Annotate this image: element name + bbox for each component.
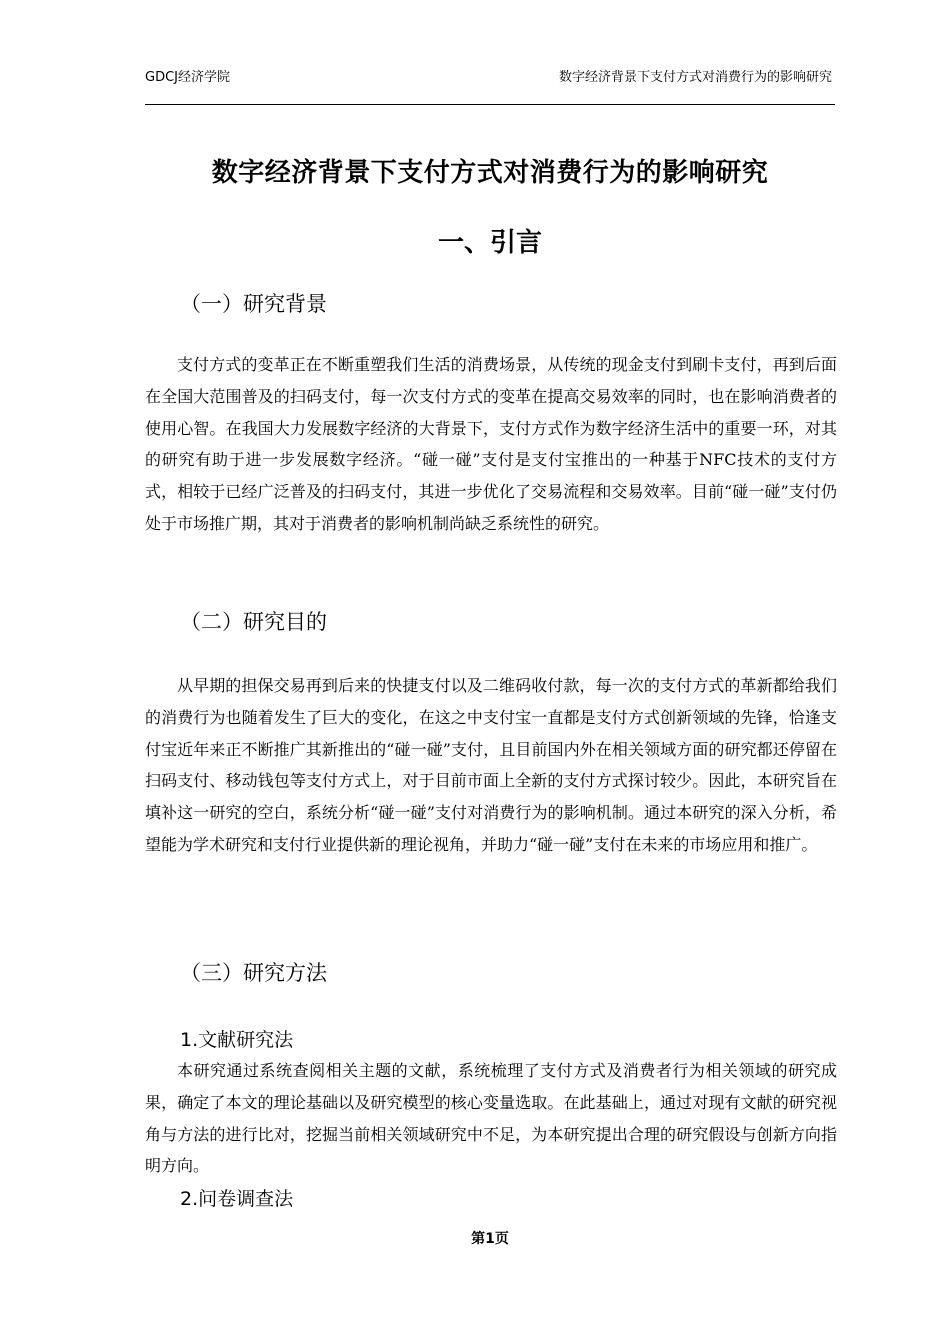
paragraph-background: 支付方式的变革正在不断重塑我们生活的消费场景，从传统的现金支付到刷卡支付，再到后面在全国大范围普及的扫码支付，每一次支付方式的变革在提高交易效率的同时，也在影响消费者的使用心智。在我国大力发展数字经济的大背景下，支付方式作为数字经济生活中的重要一环，对其的研究有助于进一步发展数字经济。“碰一碰”支付是支付宝推出的一种基于NFC技术的支付方式，相较于已经广泛普及的扫码支付，其进一步优化了交易流程和交易效率。目前“碰一碰”支付仍处于市场推广期，其对于消费者的影响机制尚缺乏系统性的研究。 [145,355,837,533]
header-divider [145,104,835,105]
section-title-background: （一）研究背景 [180,292,327,316]
section-title-methods: （三）研究方法 [180,961,327,985]
header-institution: GDCJ经济学院 [145,70,230,85]
paragraph-literature-method: 本研究通过系统查阅相关主题的文献，系统梳理了支付方式及消费者行为相关领域的研究成果，确定了本文的理论基础以及研究模型的核心变量选取。在此基础上，通过对现有文献的研究视角与方法的进行比对，挖掘当前相关领域研究中不足，为本研究提出合理的研究假设与创新方向指明方向。 [145,1061,837,1176]
paragraph-purpose: 从早期的担保交易再到后来的快捷支付以及二维码收付款，每一次的支付方式的革新都给我们的消费行为也随着发生了巨大的变化，在这之中支付宝一直都是支付方式创新领域的先锋，恰逢支付宝近年来正不断推广其新推出的“碰一碰”支付，且目前国内外在相关领域方面的研究都还停留在扫码支付、移动钱包等支付方式上，对于目前市面上全新的支付方式探讨较少。因此，本研究旨在填补这一研究的空白，系统分析“碰一碰”支付对消费行为的影响机制。通过本研究的深入分析，希望能为学术研究和支付行业提供新的理论视角，并助力“碰一碰”支付在未来的市场应用和推广。 [145,676,837,854]
section-title-purpose: （二）研究目的 [180,610,327,634]
page-number: 第1页 [471,1231,509,1247]
method-title-literature: 1.文献研究法 [180,1029,294,1051]
header-running-title: 数字经济背景下支付方式对消费行为的影响研究 [558,70,832,85]
document-title: 数字经济背景下支付方式对消费行为的影响研究 [211,158,769,188]
method-title-questionnaire: 2.问卷调查法 [180,1188,294,1210]
chapter-title: 一、引言 [437,228,542,258]
